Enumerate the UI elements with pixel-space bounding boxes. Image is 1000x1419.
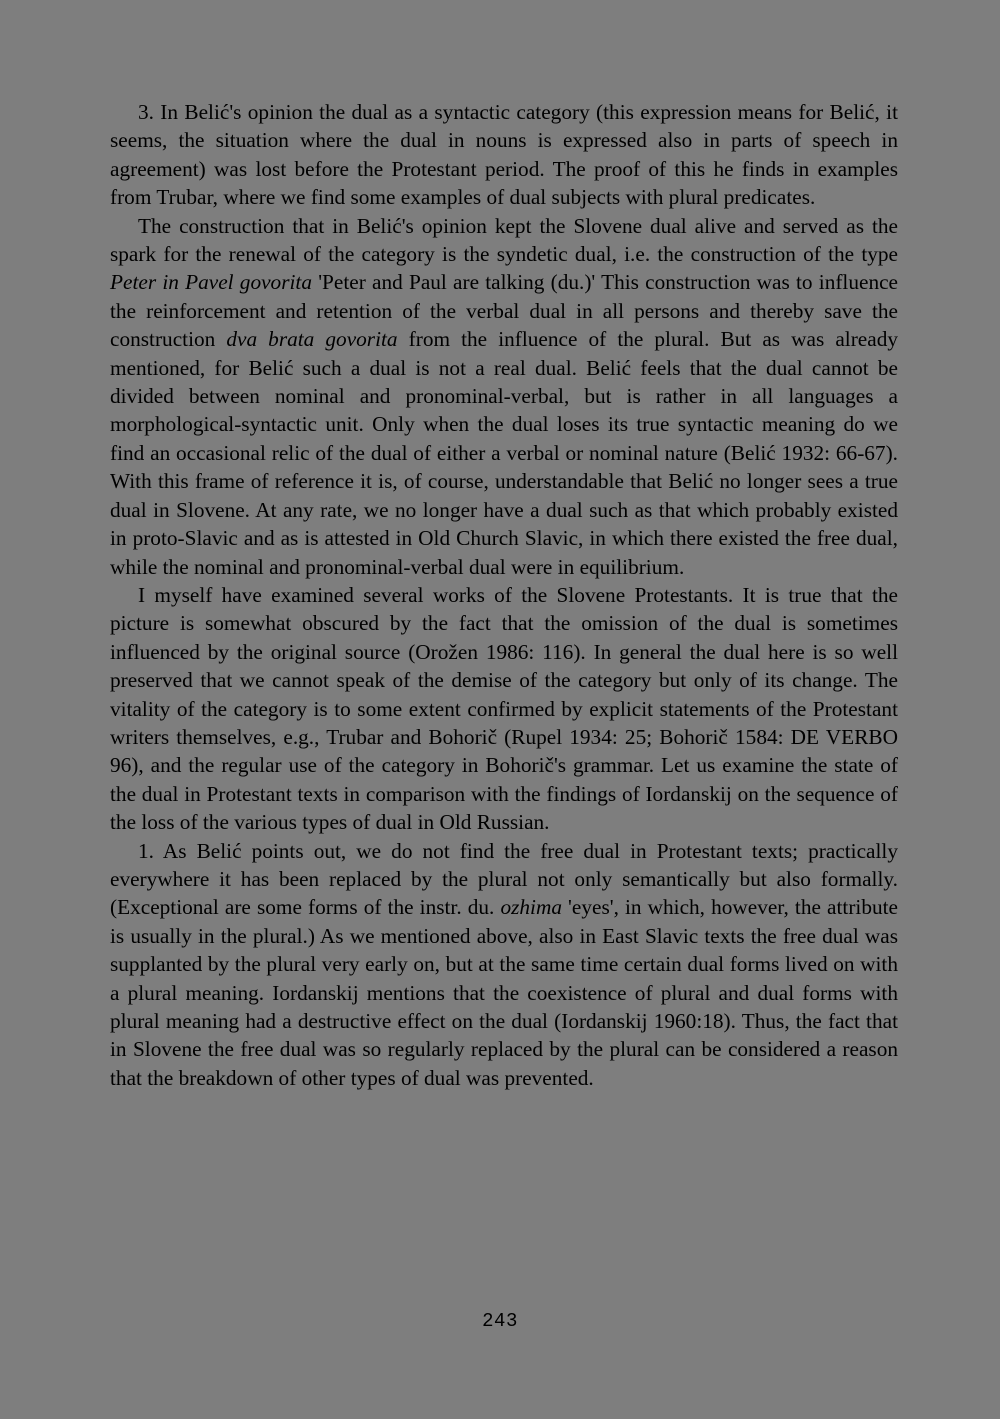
- paragraph-2-text: 'Peter and Paul are talking (du.)' This construction was to influence the reinforcement and retention of the verbal dual in all persons and thereby save the construction: [110, 270, 899, 352]
- paragraph-4: [110, 837, 898, 1093]
- body-text: [110, 98, 898, 1092]
- paragraph-1-text: 3. In Belić's opinion the dual as a syntactic category (this expression means for Belić, it seems, the situation where the dual in nouns is expressed also in parts of speech in agreement) was lost before the Protestant period. The proof of this he finds in examples from Trubar, where we find some examples of dual subjects with plural predicates.: [110, 100, 898, 210]
- paragraph-2-text: from the influence of the plural. But as was already mentioned, for Belić such a dual is not a real dual. Belić feels that the dual cannot be divided between nominal and pronominal-verbal, but is rather in all languages a morphological-syntactic unit. Only when the dual loses its true syntactic meaning do we find an occasional relic of the dual of either a verbal or nominal nature (Belić 1932: 66-67). With this frame of reference it is, of course, understandable that Belić no longer sees a true dual in Slovene. At any rate, we no longer have a dual such as that which probably existed in proto-Slavic and as is attested in Old Church Slavic, in which there existed the free dual, while the nominal and pronominal-verbal dual were in equilibrium.: [110, 327, 898, 579]
- page-number: 243: [482, 1310, 518, 1332]
- paragraph-2: [110, 212, 898, 581]
- paragraph-3-text: I myself have examined several works of the Slovene Protestants. It is true that the picture is somewhat obscured by the fact that the omission of the dual is sometimes influenced by the original source (Orožen 1986: 116). In general the dual here is so well preserved that we cannot speak of the demise of the category but only of its change. The vitality of the category is to some extent confirmed by explicit statements of the Protestant writers themselves, e.g., Trubar and Bohorič (Rupel 1934: 25; Bohorič 1584: DE VERBO 96), and the regular use of the category in Bohorič's grammar. Let us examine the state of the dual in Protestant texts in comparison with the findings of Iordanskij on the sequence of the loss of the various types of dual in Old Russian.: [110, 582, 898, 835]
- paragraph-4-text: 1. As Belić points out, we do not find the free dual in Protestant texts; practically everywhere it has been replaced by the plural not only semantically but also formally. (Exceptional are some forms of the instr. du.: [110, 838, 898, 920]
- paragraph-3: [110, 581, 898, 837]
- example-ozhima: ozhima: [500, 895, 562, 920]
- paragraph-4-text: 'eyes', in which, however, the attribute is usually in the plural.) As we mentioned above, also in East Slavic texts the free dual was supplanted by the plural very early on, but at the same time certain dual forms lived on with a plural meaning. Iordanskij mentions that the coexistence of plural and dual forms with plural meaning had a destructive effect on the dual (Iordanskij 1960:18). Thus, the fact that in Slovene the free dual was so regularly replaced by the plural can be considered a reason that the breakdown of other types of dual was prevented.: [110, 895, 898, 1090]
- example-dva-brata: dva brata govorita: [226, 327, 398, 352]
- paragraph-1: [110, 98, 898, 212]
- example-peter-in-pavel: Peter in Pavel govorita: [110, 270, 312, 295]
- paragraph-2-text: The construction that in Belić's opinion kept the Slovene dual alive and served as the spark for the renewal of the category is the syndetic dual, i.e. the construction of the type: [110, 213, 898, 267]
